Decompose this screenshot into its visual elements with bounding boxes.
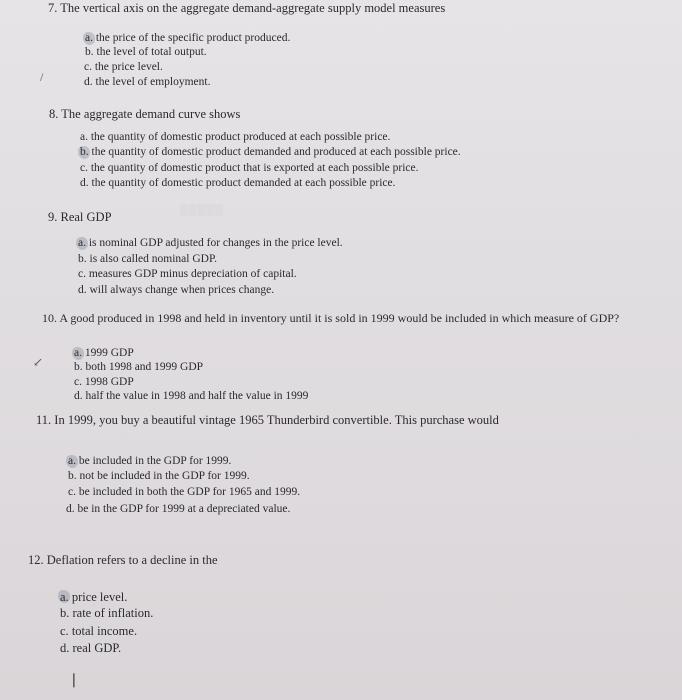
option-c[interactable]: c. the price level. <box>84 61 163 73</box>
bleed-through-mark: ▒▒▒▒▒ <box>180 204 224 216</box>
question-stem: 8. The aggregate demand curve shows <box>49 107 241 121</box>
option-a[interactable]: a. be included in the GDP for 1999. <box>68 455 232 467</box>
question-stem: 10. A good produced in 1998 and held in inventory until it is sold in 1999 would be included in which measure of GDP? <box>42 311 620 325</box>
option-a[interactable]: a. is nominal GDP adjusted for changes in the price level. <box>78 237 343 249</box>
pencil-check-mark: / <box>40 70 44 84</box>
answer-marker: a. <box>85 32 93 44</box>
option-d[interactable]: d. half the value in 1998 and half the value in 1999 <box>74 390 309 402</box>
question-stem: 11. In 1999, you buy a beautiful vintage 1965 Thunderbird convertible. This purchase would <box>36 413 499 427</box>
option-b[interactable]: b. is also called nominal GDP. <box>78 253 217 265</box>
option-b[interactable]: b. rate of inflation. <box>60 606 154 620</box>
option-a[interactable]: a. 1999 GDP <box>74 347 134 359</box>
option-d[interactable]: d. real GDP. <box>60 641 122 655</box>
pencil-check-mark: ↙ <box>33 355 44 369</box>
option-a[interactable]: a. the price of the specific product produced. <box>85 32 291 44</box>
option-d[interactable]: d. the quantity of domestic product demanded at each possible price. <box>80 177 396 189</box>
option-d[interactable]: d. the level of employment. <box>84 76 211 88</box>
pencil-mark: ❘ <box>68 673 80 688</box>
answer-marker: a. <box>78 237 86 249</box>
option-c[interactable]: c. total income. <box>60 624 138 638</box>
question-stem: 9. Real GDP <box>48 210 112 224</box>
option-b[interactable]: b. both 1998 and 1999 GDP <box>74 361 204 373</box>
option-d[interactable]: d. be in the GDP for 1999 at a depreciated value. <box>66 503 291 515</box>
option-c[interactable]: c. measures GDP minus depreciation of capital. <box>78 268 297 280</box>
question-stem: 12. Deflation refers to a decline in the <box>28 553 218 567</box>
option-c[interactable]: c. be included in both the GDP for 1965 and 1999. <box>68 486 301 498</box>
option-b[interactable]: b. not be included in the GDP for 1999. <box>68 470 250 482</box>
question-stem: 7. The vertical axis on the aggregate demand-aggregate supply model measures <box>48 1 446 15</box>
option-a[interactable]: a. the quantity of domestic product produced at each possible price. <box>80 131 391 143</box>
answer-marker: b. <box>80 146 89 158</box>
option-a[interactable]: a. price level. <box>60 590 128 604</box>
answer-marker: a. <box>60 590 69 604</box>
answer-marker: a. <box>74 347 82 359</box>
answer-marker: a. <box>68 455 76 467</box>
option-b[interactable]: b. the level of total output. <box>85 46 207 58</box>
option-c[interactable]: c. 1998 GDP <box>74 376 134 388</box>
option-c[interactable]: c. the quantity of domestic product that is exported at each possible price. <box>80 162 419 174</box>
option-b[interactable]: b. the quantity of domestic product demanded and produced at each possible price. <box>80 146 461 158</box>
option-d[interactable]: d. will always change when prices change. <box>78 284 275 296</box>
